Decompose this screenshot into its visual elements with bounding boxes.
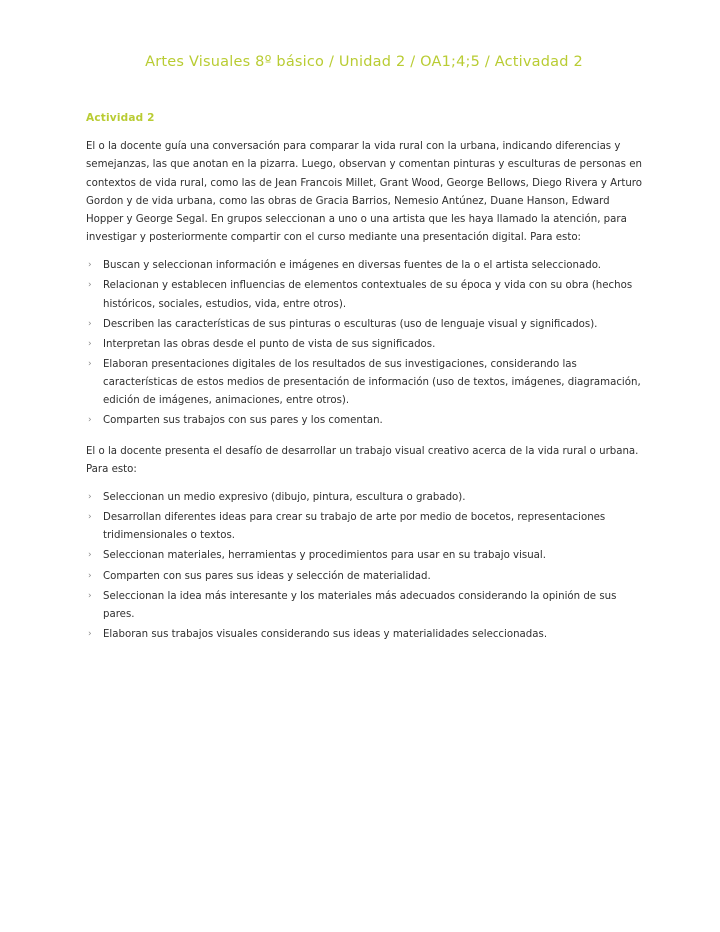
list-item xyxy=(86,489,642,507)
list-item xyxy=(86,356,642,410)
list-item-label: Buscan y seleccionan información e imágenes en diversas fuentes de la o el artista seleccionado. xyxy=(103,260,601,272)
list-item-label: Desarrollan diferentes ideas para crear su trabajo de arte por medio de bocetos, representaciones tridimensionales o textos. xyxy=(103,512,606,542)
section-heading: Actividad 2 xyxy=(86,112,155,125)
chevron-right-icon: › xyxy=(88,570,92,581)
chevron-right-icon: › xyxy=(88,491,92,502)
activity-steps-list-2 xyxy=(86,489,642,644)
list-item xyxy=(86,588,642,624)
chevron-right-icon: › xyxy=(88,550,92,561)
chevron-right-icon: › xyxy=(88,512,92,523)
list-item xyxy=(86,626,642,644)
chevron-right-icon: › xyxy=(88,359,92,370)
chevron-right-icon: › xyxy=(88,338,92,349)
list-item-label: Elaboran sus trabajos visuales considerando sus ideas y materialidades seleccionadas. xyxy=(103,629,548,641)
chevron-right-icon: › xyxy=(88,280,92,291)
list-item xyxy=(86,316,642,334)
chevron-right-icon: › xyxy=(88,260,92,271)
chevron-right-icon: › xyxy=(88,415,92,426)
list-item-label: Comparten sus trabajos con sus pares y los comentan. xyxy=(103,415,383,427)
list-item-label: Comparten con sus pares sus ideas y selección de materialidad. xyxy=(103,570,431,582)
list-item-label: Describen las características de sus pinturas o esculturas (uso de lenguaje visual y significados). xyxy=(103,318,598,330)
list-item xyxy=(86,547,642,565)
activity-steps-list-1 xyxy=(86,257,642,430)
list-item xyxy=(86,336,642,354)
list-item xyxy=(86,277,642,313)
page-title: Artes Visuales 8º básico / Unidad 2 / OA1;4;5 / Activadad 2 xyxy=(145,54,583,70)
list-item-label: Seleccionan materiales, herramientas y procedimientos para usar en su trabajo visual. xyxy=(103,550,546,562)
chevron-right-icon: › xyxy=(88,318,92,329)
chevron-right-icon: › xyxy=(88,590,92,601)
list-item xyxy=(86,509,642,545)
paragraph-intro: El o la docente guía una conversación para comparar la vida rural con la urbana, indicando diferencias y semejanzas, las que anotan en la pizarra. Luego, observan y comentan pinturas y esculturas de personas en contextos de vida rural, como las de Jean Francois Millet, Grant Wood, George Bellows, Diego Rivera y Arturo Gordon y de vida urbana, como las obras de Gracia Barrios, Nemesio Antúnez, Duane Hanson, Edward Hopper y George Segal. En grupos seleccionan a uno o una artista que les haya llamado la atención, para investigar y posteriormente compartir con el curso mediante una presentación digital. Para esto: xyxy=(86,141,642,244)
list-item-label: Elaboran presentaciones digitales de los resultados de sus investigaciones, considerando las características de estos medios de presentación de información (uso de textos, imágenes, diagramación, edición de imágenes, animaciones, entre otros). xyxy=(103,359,641,407)
list-item-label: Seleccionan la idea más interesante y los materiales más adecuados considerando la opinión de sus pares. xyxy=(103,590,617,620)
list-item-label: Interpretan las obras desde el punto de vista de sus significados. xyxy=(103,338,436,350)
paragraph-challenge: El o la docente presenta el desafío de desarrollar un trabajo visual creativo acerca de la vida rural o urbana. Para esto: xyxy=(86,445,639,475)
list-item xyxy=(86,568,642,586)
list-item xyxy=(86,412,642,430)
list-item-label: Seleccionan un medio expresivo (dibujo, pintura, escultura o grabado). xyxy=(103,491,466,503)
list-item xyxy=(86,257,642,275)
chevron-right-icon: › xyxy=(88,629,92,640)
list-item-label: Relacionan y establecen influencias de elementos contextuales de su época y vida con su obra (hechos históricos, sociales, estudios, vida, entre otros). xyxy=(103,280,633,310)
